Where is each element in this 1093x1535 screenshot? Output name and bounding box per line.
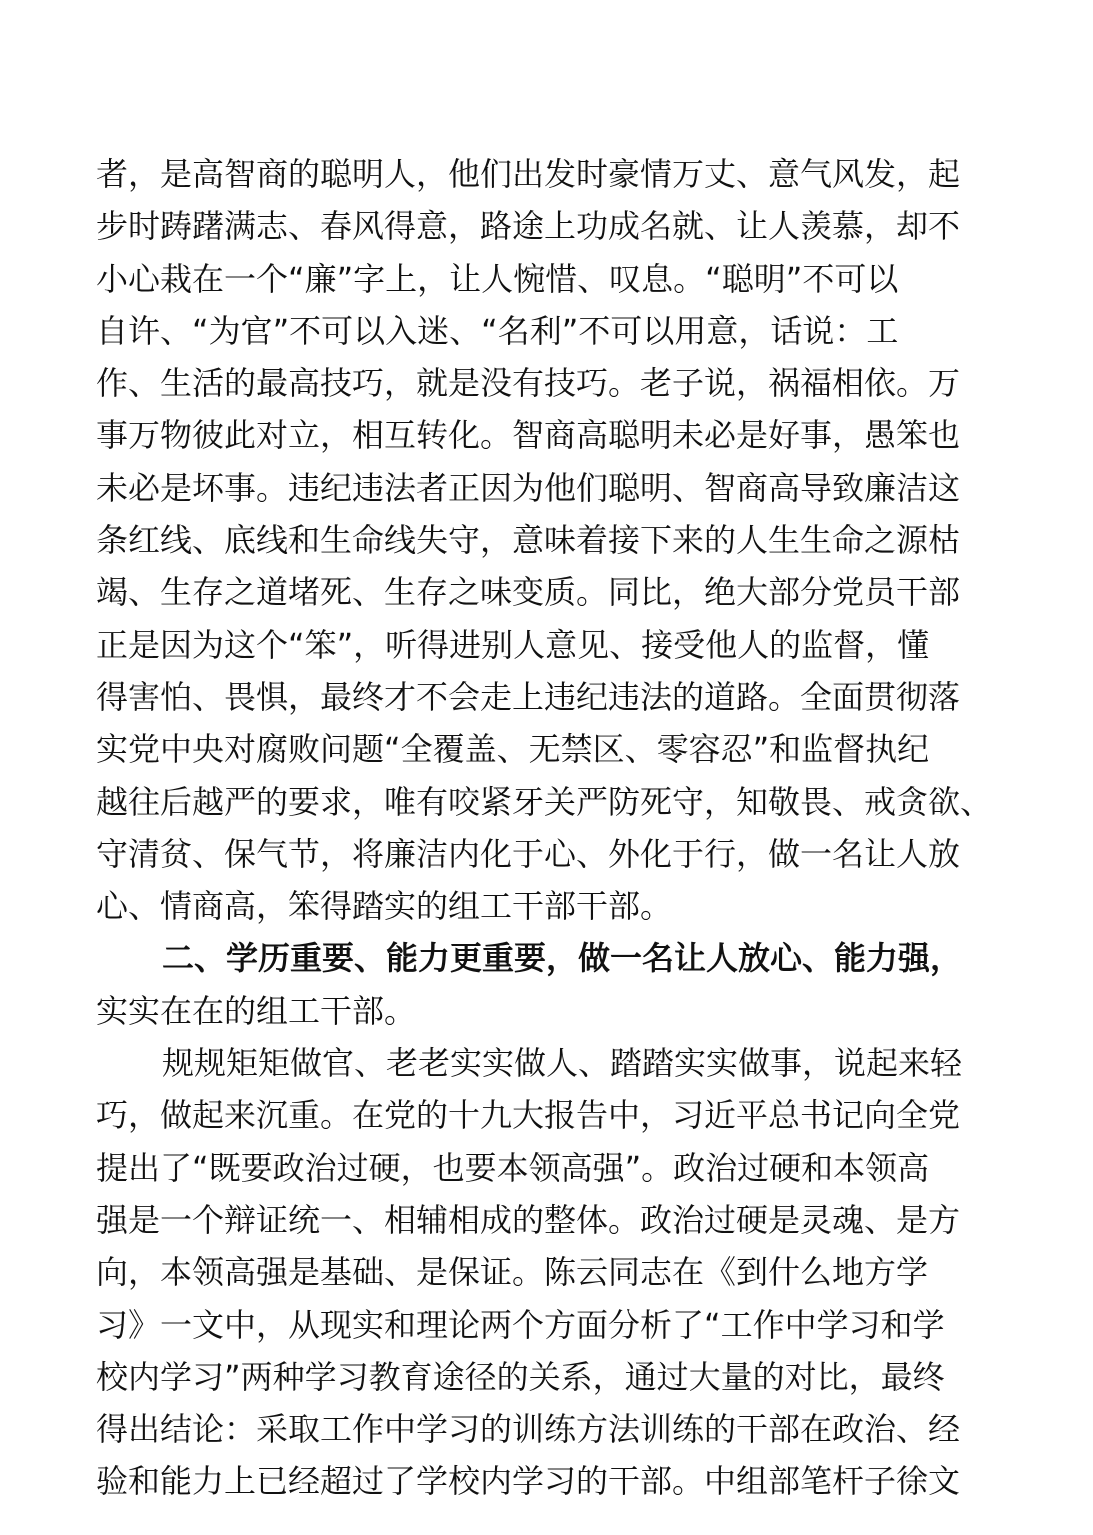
text-line: 正是因为这个“笨”，听得进别人意见、接受他人的监督，懂	[96, 625, 930, 664]
text-line: 实党中央对腐败问题“全覆盖、无禁区、零容忍”和监督执纪	[96, 730, 930, 769]
text-line: 小心栽在一个“廉”字上，让人惋惜、叹息。“聪明”不可以	[96, 259, 899, 298]
text-line: 强是一个辩证统一、相辅相成的整体。政治过硬是灵魂、是方	[96, 1200, 961, 1239]
text-line: 校内学习”两种学习教育途径的关系，通过大量的对比，最终	[96, 1357, 945, 1396]
text-line: 习》一文中，从现实和理论两个方面分析了“工作中学习和学	[96, 1305, 945, 1344]
text-line: 步时踌躇满志、春风得意，路途上功成名就、让人羡慕，却不	[96, 207, 961, 246]
section-heading-continued: 实实在在的组工干部。	[96, 991, 417, 1030]
text-line: 竭、生存之道堵死、生存之味变质。同比，绝大部分党员干部	[96, 573, 961, 612]
text-line: 者，是高智商的聪明人，他们出发时豪情万丈、意气风发，起	[96, 155, 961, 193]
text-line: 提出了“既要政治过硬，也要本领高强”。政治过硬和本领高	[96, 1148, 930, 1187]
text-line: 作、生活的最高技巧，就是没有技巧。老子说，祸福相依。万	[96, 364, 961, 403]
text-line: 向，本领高强是基础、是保证。陈云同志在《到什么地方学	[96, 1253, 929, 1292]
text-line: 得害怕、畏惧，最终才不会走上违纪违法的道路。全面贯彻落	[96, 677, 961, 716]
text-line: 验和能力上已经超过了学校内学习的干部。中组部笔杆子徐文	[96, 1462, 961, 1501]
text-line: 得出结论：采取工作中学习的训练方法训练的干部在政治、经	[96, 1410, 961, 1449]
text-line: 巧，做起来沉重。在党的十九大报告中，习近平总书记向全党	[96, 1096, 961, 1135]
text-line: 条红线、底线和生命线失守，意味着接下来的人生生命之源枯	[96, 521, 961, 560]
text-line: 未必是坏事。违纪违法者正因为他们聪明、智商高导致廉洁这	[96, 468, 961, 507]
paragraph-start: 规规矩矩做官、老老实实做人、踏踏实实做事，说起来轻	[162, 1044, 963, 1083]
text-line: 守清贫、保气节，将廉洁内化于心、外化于行，做一名让人放	[96, 834, 961, 873]
text-line: 自许、“为官”不可以入迷、“名利”不可以用意，话说：工	[96, 311, 899, 350]
body-text	[96, 148, 1016, 1508]
text-line: 事万物彼此对立，相互转化。智商高聪明未必是好事，愚笨也	[96, 416, 961, 455]
section-heading: 二、学历重要、能力更重要，做一名让人放心、能力强，	[162, 939, 963, 978]
text-line: 心、情商高，笨得踏实的组工干部干部。	[96, 887, 673, 926]
text-line: 越往后越严的要求，唯有咬紧牙关严防死守，知敬畏、戒贪欲、	[96, 782, 993, 821]
